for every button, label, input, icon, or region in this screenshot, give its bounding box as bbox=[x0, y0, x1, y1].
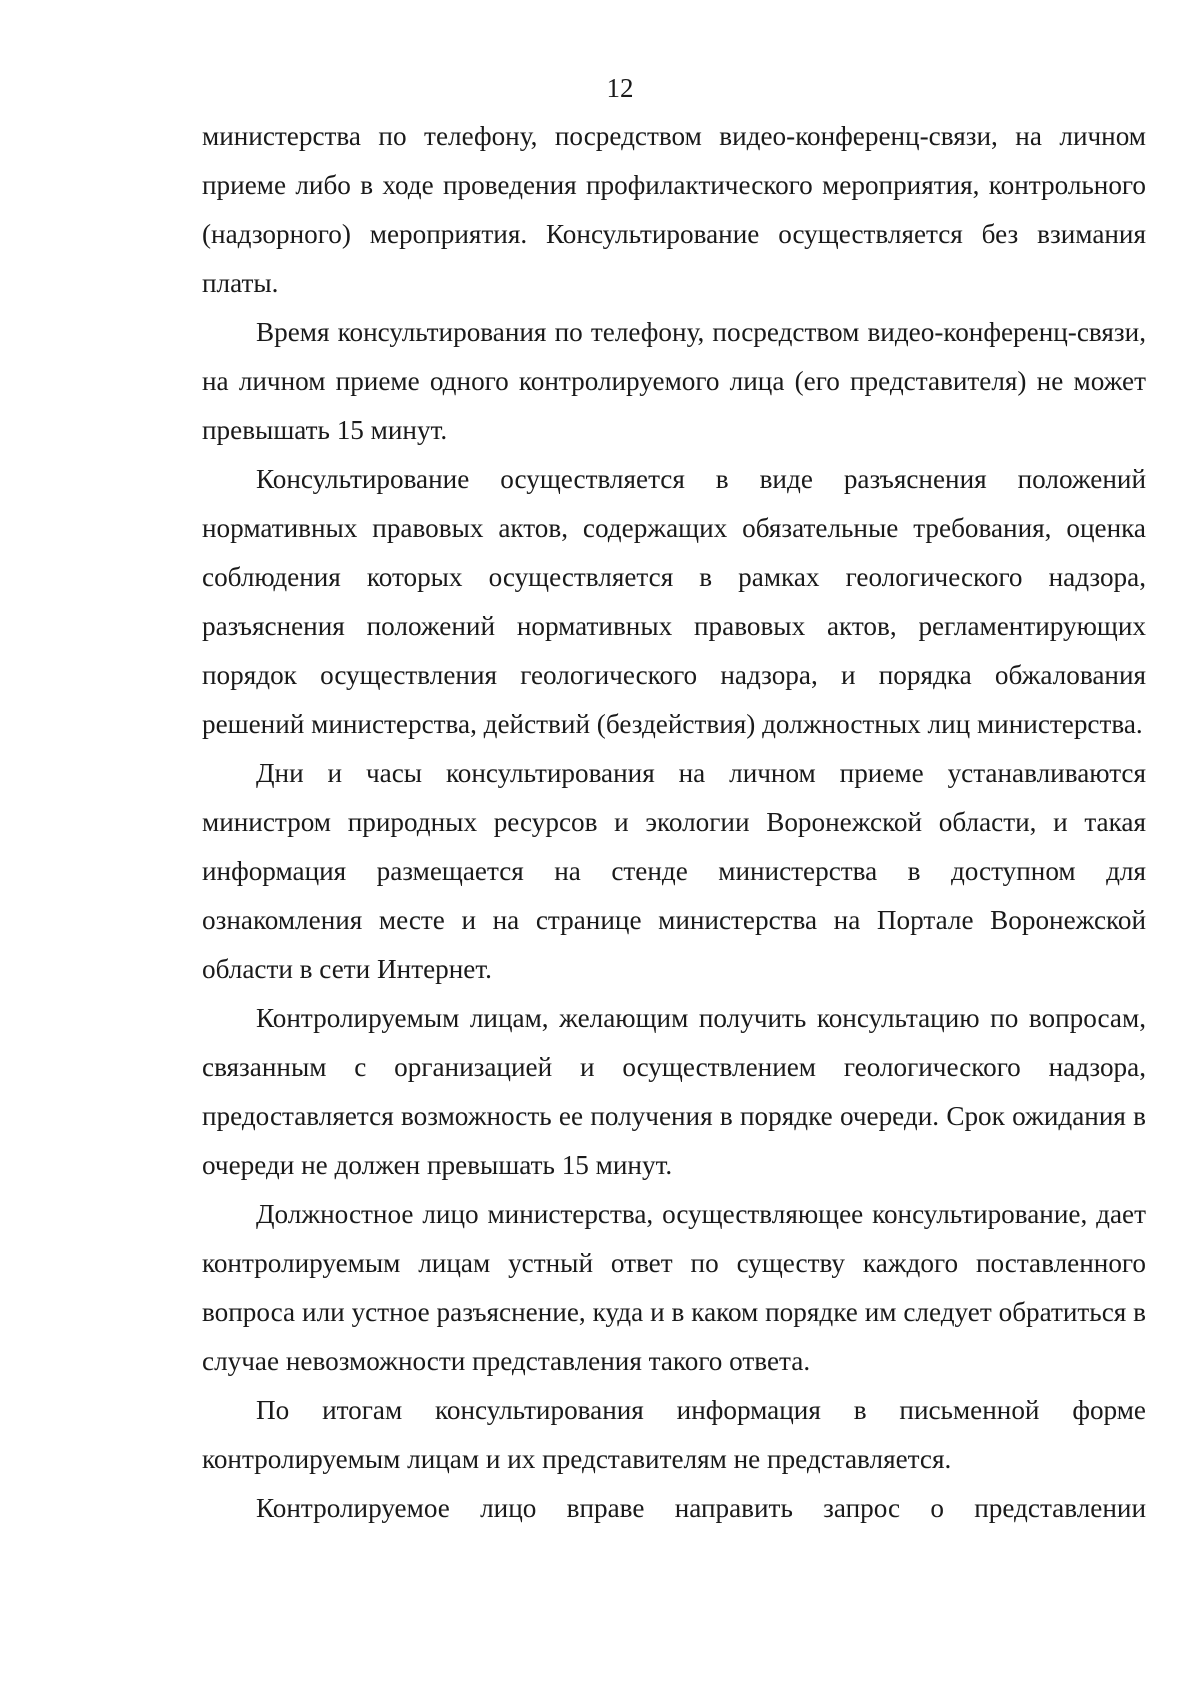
paragraph-queue: Контролируемым лицам, желающим получить консультацию по вопросам, связанным с организацией и осуществлением геологического надзора, предоставляется возможность ее получения в порядке очереди. Срок ожидания в очереди не должен превышать 15 минут. bbox=[202, 1003, 1146, 1180]
document-body bbox=[202, 112, 1146, 1533]
paragraph-oral-answer: Должностное лицо министерства, осуществляющее консультирование, дает контролируемым лицам устный ответ по существу каждого поставленного вопроса или устное разъяснение, куда и в каком порядке им следует обратиться в случае невозможности представления такого ответа. bbox=[202, 1199, 1146, 1376]
paragraph-request-start: Контролируемое лицо вправе направить запрос о представлении bbox=[256, 1493, 1146, 1523]
paragraph-consultation-schedule: Дни и часы консультирования на личном приеме устанавливаются министром природных ресурсов и экологии Воронежской области, и такая информация размещается на стенде министерства в доступном для ознакомления месте и на странице министерства на Портале Воронежской области в сети Интернет. bbox=[202, 758, 1146, 984]
paragraph-no-written-info: По итогам консультирования информация в письменной форме контролируемым лицам и их представителям не представляется. bbox=[202, 1395, 1146, 1474]
paragraph-consultation-scope: Консультирование осуществляется в виде разъяснения положений нормативных правовых актов, содержащих обязательные требования, оценка соблюдения которых осуществляется в рамках геологического надзора, разъяснения положений нормативных правовых актов, регламентирующих порядок осуществления геологического надзора, и порядка обжалования решений министерства, действий (бездействия) должностных лиц министерства. bbox=[202, 464, 1146, 739]
page-number: 12 bbox=[606, 73, 634, 103]
paragraph-consultation-time: Время консультирования по телефону, посредством видео-конференц-связи, на личном приеме одного контролируемого лица (его представителя) не может превышать 15 минут. bbox=[202, 317, 1146, 445]
paragraph-continuation: министерства по телефону, посредством видео-конференц-связи, на личном приеме либо в ходе проведения профилактического мероприятия, контрольного (надзорного) мероприятия. Консультирование осуществляется без взимания платы. bbox=[202, 121, 1146, 298]
